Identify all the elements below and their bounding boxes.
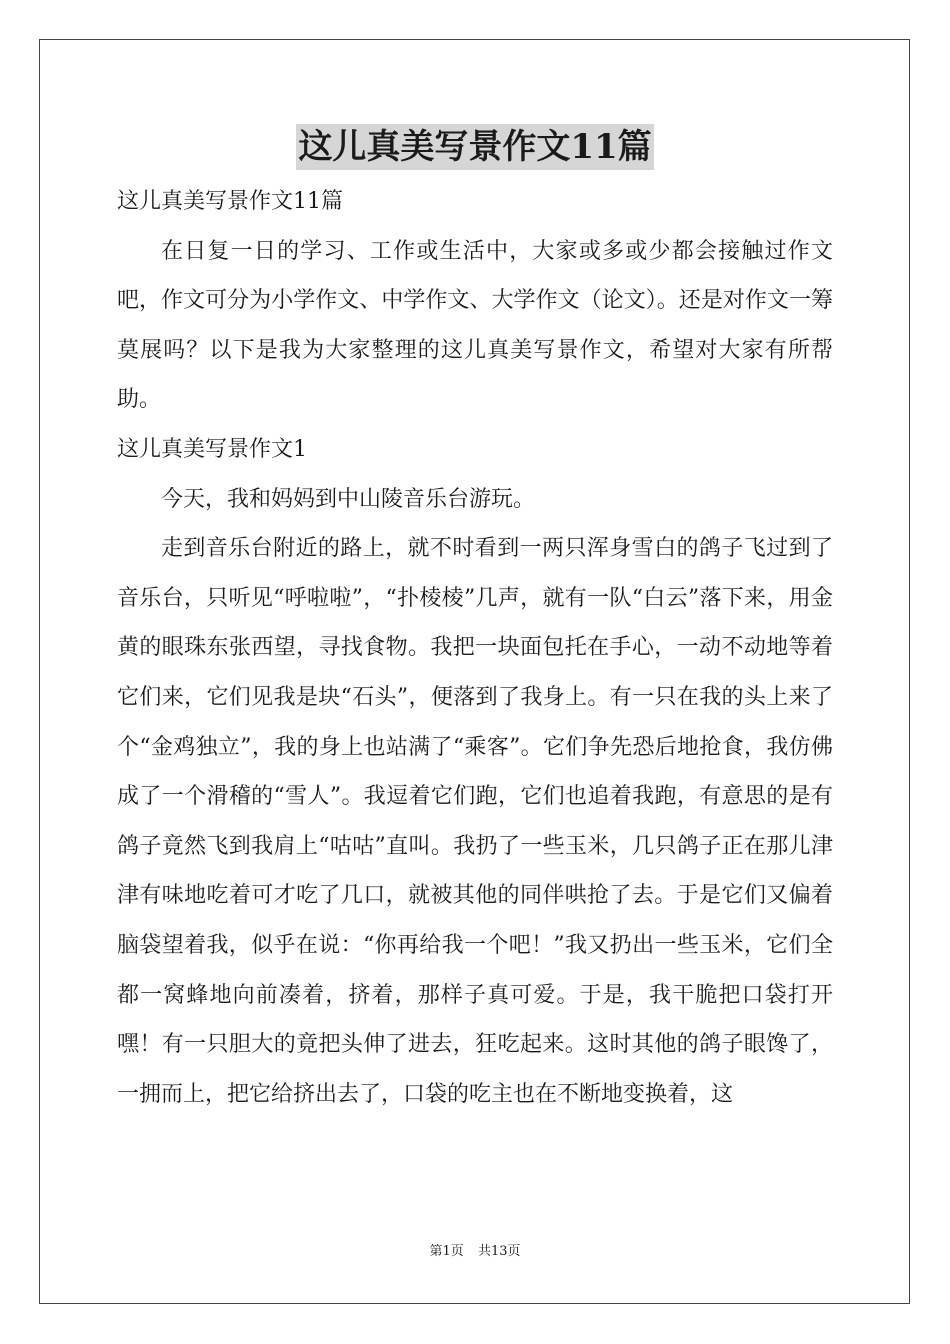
page-footer bbox=[0, 1243, 950, 1261]
document-subtitle: 这儿真美写景作文11篇 bbox=[117, 189, 343, 214]
section-heading: 这儿真美写景作文1 bbox=[117, 436, 307, 462]
title-container bbox=[0, 124, 950, 170]
document-body bbox=[117, 177, 833, 1119]
body-paragraph: 走到音乐台附近的路上，就不时看到一两只浑身雪白的鸽子飞过到了音乐台，只听见“呼啦啦”，“扑棱棱”几声，就有一队“白云”落下来，用金黄的眼珠东张西望，寻找食物。我把一块面包托在手心，一动不动地等着它们来，它们见我是块“石头”，便落到了我身上。有一只在我的头上来了个“金鸡独立”，我的身上也站满了“乘客”。它们争先恐后地抢食，我仿佛成了一个滑稽的“雪人”。我逗着它们跑，它们也追着我跑，有意思的是有鸽子竟然飞到我肩上“咕咕”直叫。我扔了一些玉米，几只鸽子正在那儿津津有味地吃着可才吃了几口，就被其他的同伴哄抢了去。于是它们又偏着脑袋望着我，似乎在说：“你再给我一个吧！”我又扔出一些玉米，它们全都一窝蜂地向前凑着，挤着，那样子真可爱。于是，我干脆把口袋打开嘿！有一只胆大的竟把头伸了进去，狂吃起来。这时其他的鸽子眼馋了，一拥而上，把它给挤出去了，口袋的吃主也在不断地变换着，这 bbox=[117, 536, 833, 1107]
document-title: 这儿真美写景作文11篇 bbox=[296, 124, 653, 170]
intro-paragraph: 在日复一日的学习、工作或生活中，大家或多或少都会接触过作文吧，作文可分为小学作文、中学作文、大学作文（论文）。还是对作文一筹莫展吗？以下是我为大家整理的这儿真美写景作文，希望对大家有所帮助。 bbox=[117, 238, 833, 413]
body-paragraph: 今天，我和妈妈到中山陵音乐台游玩。 bbox=[161, 486, 536, 512]
total-pages: 共13页 bbox=[477, 1244, 521, 1259]
page-number: 第1页 bbox=[429, 1244, 464, 1259]
